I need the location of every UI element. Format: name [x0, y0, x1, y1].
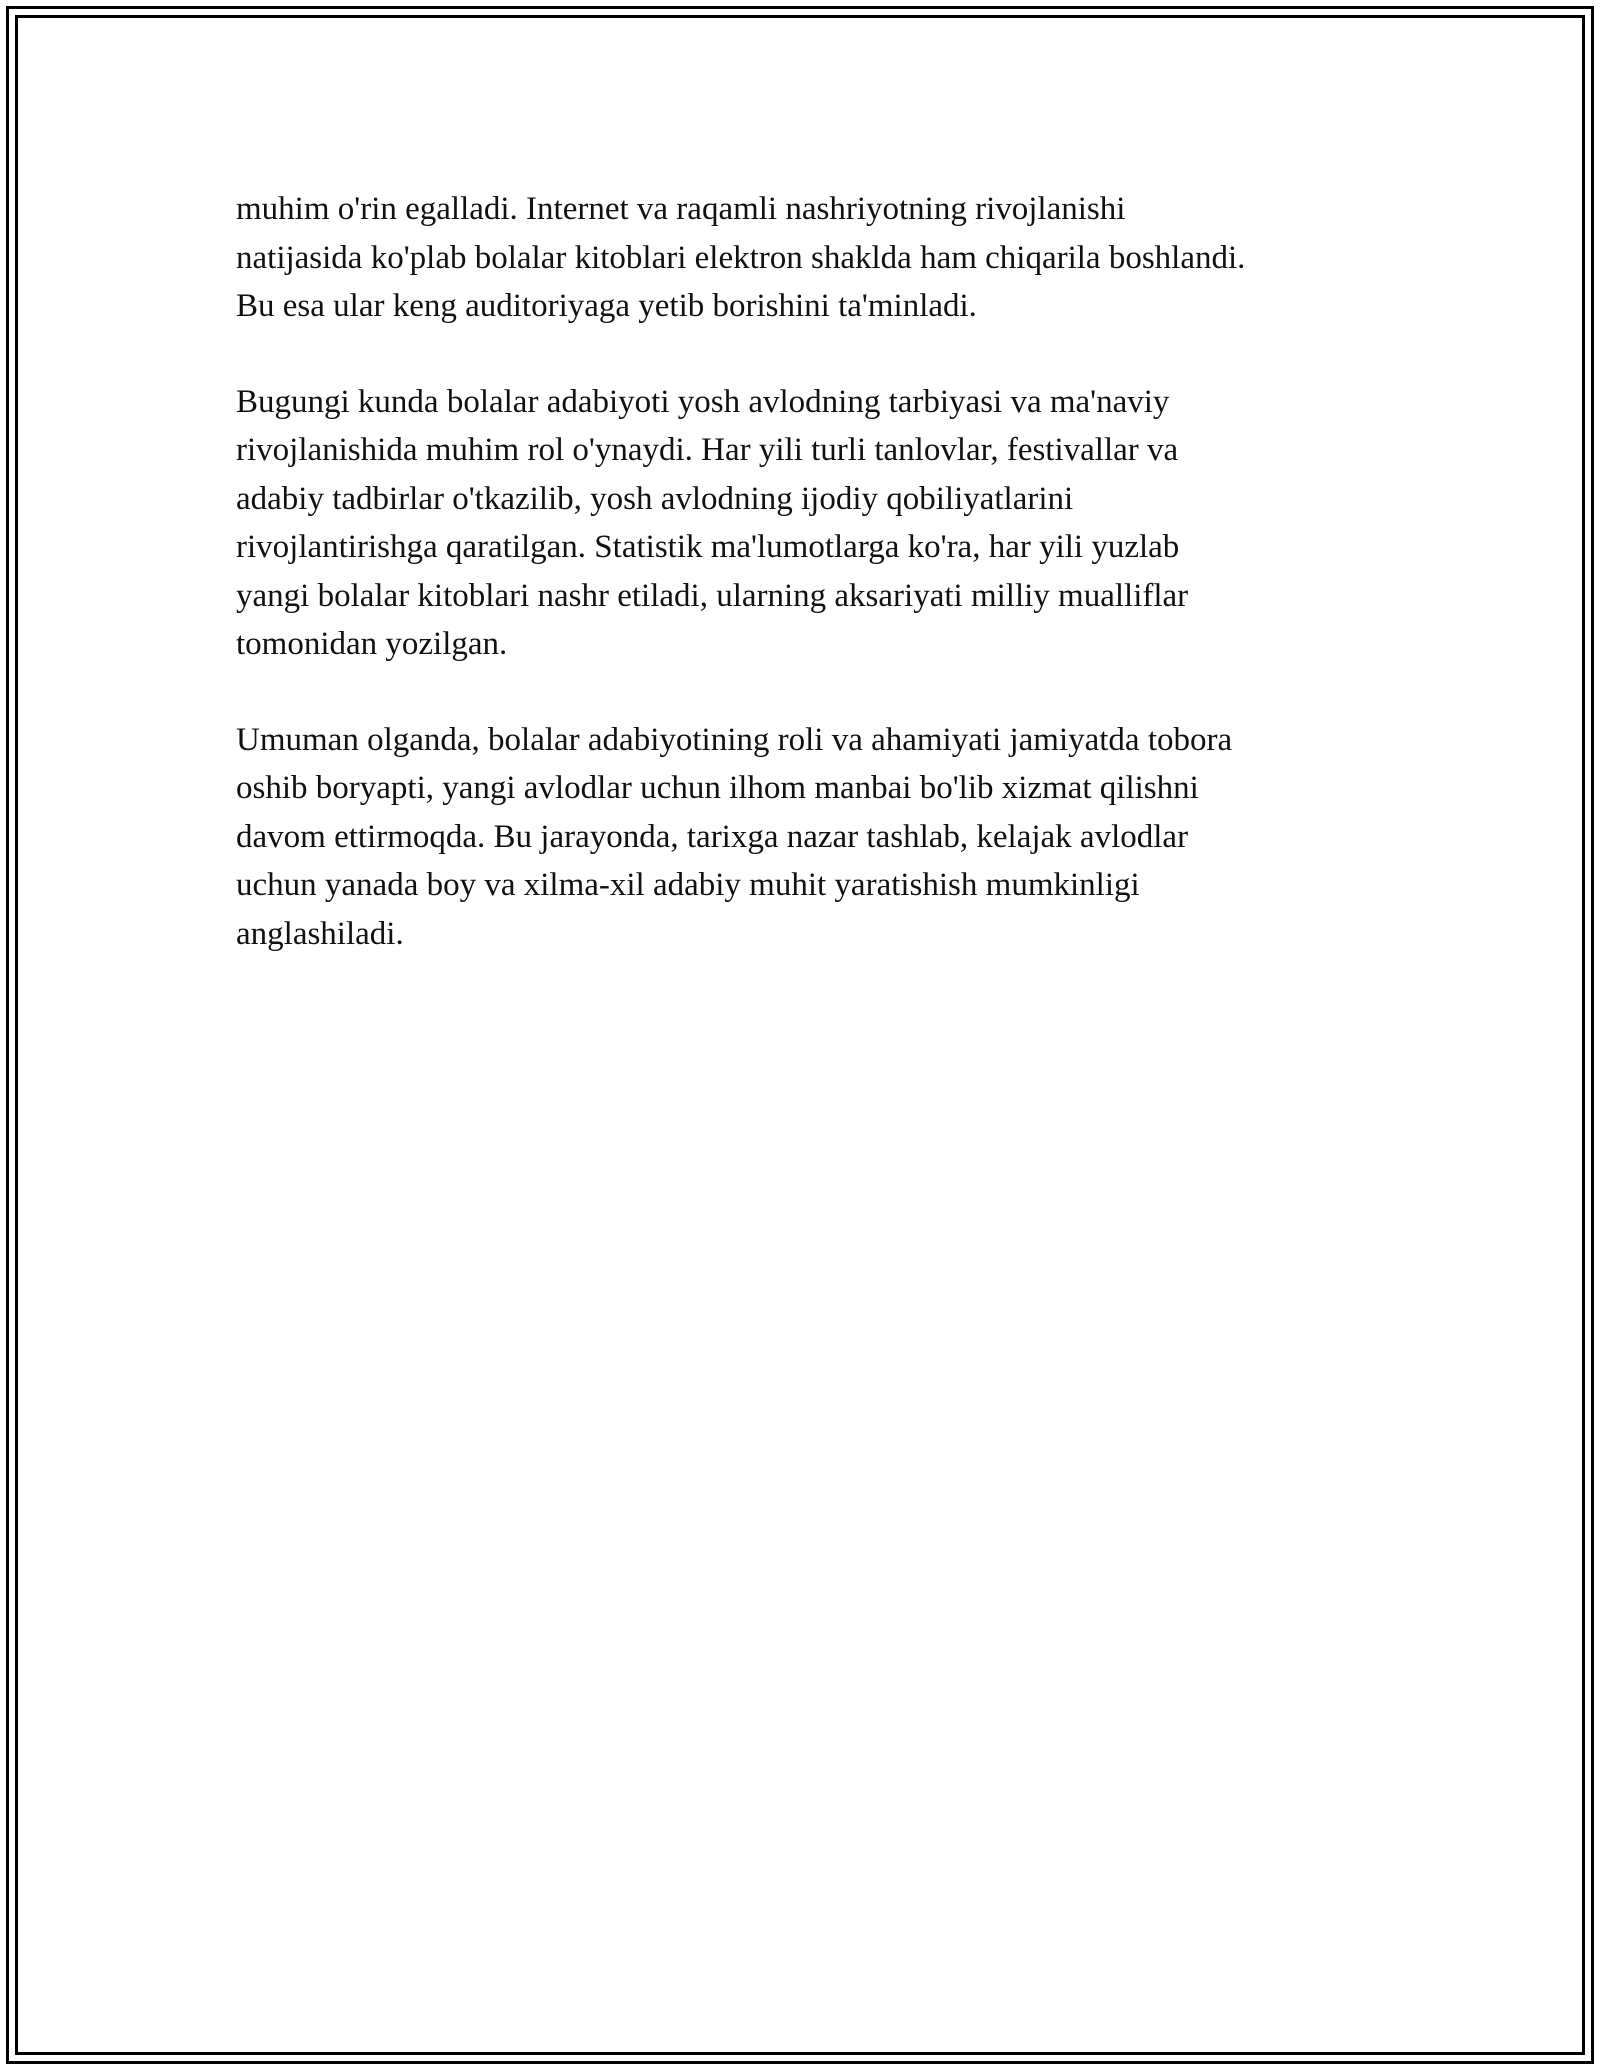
paragraph: Umuman olganda, bolalar adabiyotining roli va ahamiyati jamiyatda tobora oshib boryapti, yangi avlodlar uchun ilhom manbai bo'lib xizmat qilishni davom ettirmoqda. Bu jarayonda, tarixga nazar tashlab, kelajak avlodlar uchun yanada boy va xilma-xil adabiy muhit yaratishish mumkinligi anglashiladi.: [236, 721, 1233, 952]
paragraph: muhim o'rin egalladi. Internet va raqamli nashriyotning rivojlanishi natijasida ko'plab bolalar kitoblari elektron shaklda ham chiqarila boshlandi. Bu esa ular keng auditoriyaga yetib borishini ta'minladi.: [236, 191, 1246, 324]
paragraph: Bugungi kunda bolalar adabiyoti yosh avlodning tarbiyasi va ma'naviy rivojlanishida muhim rol o'ynaydi. Har yili turli tanlovlar, festivallar va adabiy tadbirlar o'tkazilib, yosh avlodning ijodiy qobiliyatlarini rivojlantirishga qaratilgan. Statistik ma'lumotlarga ko'ra, har yili yuzlab yangi bolalar kitoblari nashr etiladi, ularning aksariyati milliy mualliflar tomonidan yozilgan.: [236, 383, 1189, 662]
document-body: [236, 185, 1376, 1005]
